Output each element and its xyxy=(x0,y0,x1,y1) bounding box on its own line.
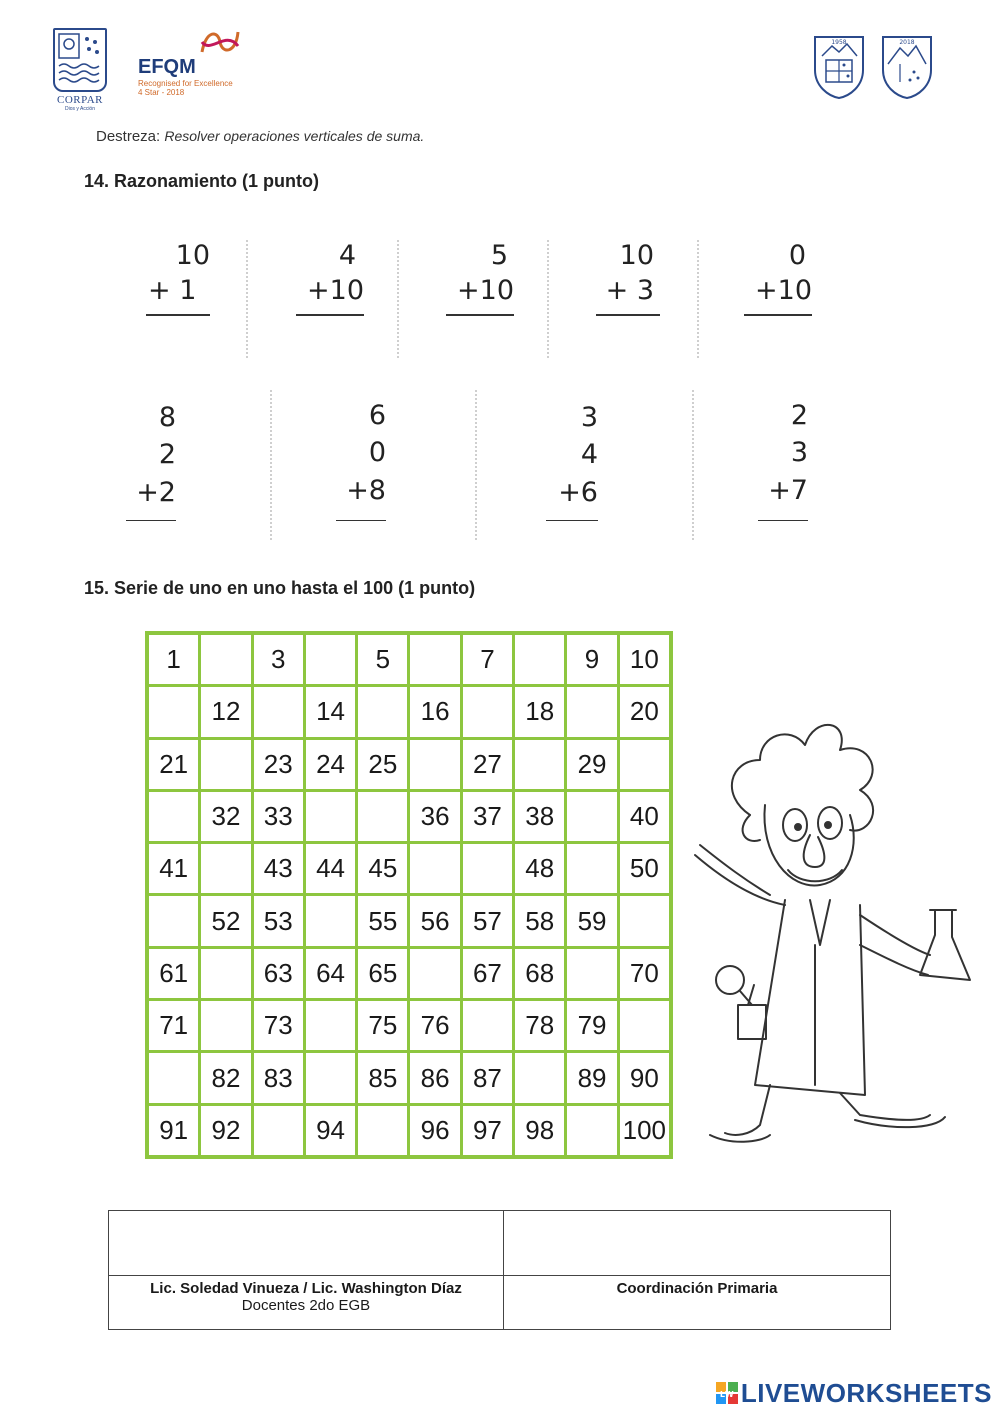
grid-cell-number: 96 xyxy=(409,1104,461,1157)
sum-top: 10 xyxy=(619,240,654,271)
sum-top: 4 xyxy=(338,240,356,271)
grid-cell-blank[interactable] xyxy=(409,947,461,999)
grid-cell-number: 85 xyxy=(357,1052,409,1104)
grid-cell-blank[interactable] xyxy=(461,1000,513,1052)
grid-cell-number: 43 xyxy=(252,843,304,895)
sum-line xyxy=(744,314,812,316)
grid-cell-number: 24 xyxy=(304,738,356,790)
grid-cell-number: 55 xyxy=(357,895,409,947)
grid-cell-number: 61 xyxy=(147,947,200,999)
grid-cell-number: 48 xyxy=(514,843,566,895)
corpar-motto: Dios y Acción xyxy=(64,106,95,112)
sum-problem xyxy=(126,402,176,527)
sum-problem xyxy=(336,400,386,525)
grid-cell-number: 7 xyxy=(461,633,513,686)
grid-cell-blank[interactable] xyxy=(147,1052,200,1104)
divider xyxy=(697,240,699,358)
question-15-title: 15. Serie de uno en uno hasta el 100 (1 punto) xyxy=(84,578,476,598)
grid-cell-number: 90 xyxy=(618,1052,671,1104)
grid-cell-number: 82 xyxy=(200,1052,252,1104)
efqm-logo xyxy=(138,28,258,97)
grid-cell-number: 78 xyxy=(514,1000,566,1052)
divider xyxy=(270,390,272,540)
grid-cell-number: 76 xyxy=(409,1000,461,1052)
shield-year-left: 1958 xyxy=(831,39,847,46)
grid-row xyxy=(147,947,671,999)
shield-icon xyxy=(812,34,866,100)
sum-c: +6 xyxy=(558,477,598,508)
grid-cell-number: 58 xyxy=(514,895,566,947)
efqm-star: 4 Star - 2018 xyxy=(138,88,185,97)
divider xyxy=(246,240,248,358)
grid-cell-number: 68 xyxy=(514,947,566,999)
sum-top: 0 xyxy=(788,240,806,271)
grid-row xyxy=(147,790,671,842)
sum-problem xyxy=(446,240,514,320)
grid-cell-blank[interactable] xyxy=(147,895,200,947)
grid-cell-number: 89 xyxy=(566,1052,618,1104)
sum-b: 3 xyxy=(790,437,808,468)
grid-cell-blank[interactable] xyxy=(147,686,200,738)
grid-cell-number: 33 xyxy=(252,790,304,842)
grid-row xyxy=(147,1000,671,1052)
sum-line xyxy=(758,520,808,521)
grid-cell-blank[interactable] xyxy=(304,633,356,686)
grid-cell-number: 14 xyxy=(304,686,356,738)
grid-cell-number: 25 xyxy=(357,738,409,790)
grid-cell-blank[interactable] xyxy=(200,1000,252,1052)
grid-cell-number: 79 xyxy=(566,1000,618,1052)
signature-table xyxy=(108,1210,891,1330)
sum-bottom: +10 xyxy=(755,275,812,306)
grid-cell-number: 38 xyxy=(514,790,566,842)
grid-cell-blank[interactable] xyxy=(357,790,409,842)
grid-cell-blank[interactable] xyxy=(409,633,461,686)
sum-line xyxy=(446,314,514,316)
efqm-name: EFQM xyxy=(138,56,196,78)
grid-row xyxy=(147,686,671,738)
sum-line xyxy=(126,520,176,521)
grid-cell-number: 44 xyxy=(304,843,356,895)
grid-cell-blank[interactable] xyxy=(514,633,566,686)
signature-box-teachers xyxy=(109,1211,504,1276)
grid-cell-blank[interactable] xyxy=(461,686,513,738)
grid-cell-number: 3 xyxy=(252,633,304,686)
sum-line xyxy=(146,314,210,316)
grid-cell-blank[interactable] xyxy=(566,686,618,738)
grid-cell-number: 45 xyxy=(357,843,409,895)
grid-cell-blank[interactable] xyxy=(200,633,252,686)
scientist-illustration xyxy=(690,705,980,1155)
grid-cell-number: 5 xyxy=(357,633,409,686)
grid-cell-number: 65 xyxy=(357,947,409,999)
grid-cell-number: 75 xyxy=(357,1000,409,1052)
divider xyxy=(475,390,477,540)
sum-line xyxy=(336,520,386,521)
grid-cell-number: 32 xyxy=(200,790,252,842)
sum-a: 2 xyxy=(790,400,808,431)
sum-problem xyxy=(546,402,598,527)
grid-cell-number: 52 xyxy=(200,895,252,947)
grid-cell-number: 37 xyxy=(461,790,513,842)
grid-row xyxy=(147,738,671,790)
grid-cell-number: 10 xyxy=(618,633,671,686)
divider xyxy=(397,240,399,358)
grid-cell-blank[interactable] xyxy=(566,843,618,895)
sum-problem xyxy=(596,240,660,320)
teachers-role: Docentes 2do EGB xyxy=(241,1297,371,1314)
efqm-recognition: Recognised for Excellence xyxy=(138,79,233,88)
liveworksheets-badge-icon xyxy=(716,1380,738,1402)
grid-cell-blank[interactable] xyxy=(304,790,356,842)
svg-text:LW: LW xyxy=(719,1390,735,1399)
corpar-logo xyxy=(50,28,110,112)
corpar-crest-icon xyxy=(53,28,107,92)
grid-cell-number: 40 xyxy=(618,790,671,842)
divider xyxy=(692,390,694,540)
question-14-title: 14. Razonamiento (1 punto) xyxy=(84,171,320,191)
grid-cell-blank[interactable] xyxy=(200,947,252,999)
sum-bottom: + 1 xyxy=(148,275,197,306)
school-shield-right xyxy=(880,34,934,100)
sum-c: +2 xyxy=(136,477,176,508)
liveworksheets-logo[interactable] xyxy=(716,1378,992,1409)
number-grid xyxy=(145,631,673,1159)
sum-c: +8 xyxy=(346,475,386,506)
divider xyxy=(547,240,549,358)
grid-cell-blank[interactable] xyxy=(618,738,671,790)
corpar-name: CORPAR xyxy=(56,94,103,106)
sum-line xyxy=(596,314,660,316)
grid-cell-blank[interactable] xyxy=(618,895,671,947)
grid-cell-blank[interactable] xyxy=(200,843,252,895)
efqm-ribbon-icon xyxy=(196,28,244,56)
sum-b: 2 xyxy=(158,439,176,470)
grid-cell-number: 36 xyxy=(409,790,461,842)
sum-bottom: + 3 xyxy=(605,275,654,306)
sum-bottom: +10 xyxy=(307,275,364,306)
sum-a: 3 xyxy=(580,402,598,433)
grid-cell-number: 92 xyxy=(200,1104,252,1157)
grid-cell-number: 83 xyxy=(252,1052,304,1104)
sum-line xyxy=(546,520,598,521)
sum-top: 10 xyxy=(175,240,210,271)
sum-problem xyxy=(744,240,812,320)
grid-cell-number: 70 xyxy=(618,947,671,999)
sum-a: 6 xyxy=(368,400,386,431)
grid-cell-blank[interactable] xyxy=(252,686,304,738)
grid-cell-number: 53 xyxy=(252,895,304,947)
sum-problem xyxy=(758,400,808,525)
skill-line xyxy=(96,128,424,145)
grid-cell-blank[interactable] xyxy=(147,790,200,842)
grid-cell-blank[interactable] xyxy=(514,738,566,790)
sum-b: 0 xyxy=(368,437,386,468)
grid-cell-blank[interactable] xyxy=(304,895,356,947)
sum-a: 8 xyxy=(158,402,176,433)
grid-cell-number: 12 xyxy=(200,686,252,738)
grid-cell-number: 21 xyxy=(147,738,200,790)
grid-cell-number: 86 xyxy=(409,1052,461,1104)
grid-cell-blank[interactable] xyxy=(304,1052,356,1104)
grid-cell-number: 18 xyxy=(514,686,566,738)
grid-cell-blank[interactable] xyxy=(618,1000,671,1052)
sum-b: 4 xyxy=(580,439,598,470)
coordination-label: Coordinación Primaria xyxy=(616,1280,778,1297)
grid-cell-blank[interactable] xyxy=(357,1104,409,1157)
teachers-cell xyxy=(109,1276,504,1330)
grid-cell-number: 67 xyxy=(461,947,513,999)
signature-box-coordination xyxy=(504,1211,891,1276)
grid-cell-number: 41 xyxy=(147,843,200,895)
grid-cell-blank[interactable] xyxy=(409,738,461,790)
school-shield-left xyxy=(812,34,866,100)
grid-cell-blank[interactable] xyxy=(200,738,252,790)
grid-cell-blank[interactable] xyxy=(409,843,461,895)
sum-bottom: +10 xyxy=(457,275,514,306)
sum-problem xyxy=(296,240,364,320)
grid-cell-number: 9 xyxy=(566,633,618,686)
sum-c: +7 xyxy=(768,475,808,506)
grid-cell-number: 87 xyxy=(461,1052,513,1104)
grid-cell-number: 16 xyxy=(409,686,461,738)
grid-cell-number: 63 xyxy=(252,947,304,999)
grid-cell-blank[interactable] xyxy=(252,1104,304,1157)
grid-cell-number: 23 xyxy=(252,738,304,790)
grid-cell-blank[interactable] xyxy=(514,1052,566,1104)
shield-icon xyxy=(880,34,934,100)
grid-row xyxy=(147,843,671,895)
grid-row xyxy=(147,1052,671,1104)
grid-row xyxy=(147,1104,671,1157)
grid-cell-number: 50 xyxy=(618,843,671,895)
grid-cell-number: 57 xyxy=(461,895,513,947)
grid-cell-blank[interactable] xyxy=(304,1000,356,1052)
grid-cell-blank[interactable] xyxy=(566,790,618,842)
grid-cell-number: 20 xyxy=(618,686,671,738)
grid-cell-blank[interactable] xyxy=(566,1104,618,1157)
grid-cell-number: 91 xyxy=(147,1104,200,1157)
grid-cell-number: 98 xyxy=(514,1104,566,1157)
grid-cell-number: 59 xyxy=(566,895,618,947)
sum-top: 5 xyxy=(490,240,508,271)
grid-cell-blank[interactable] xyxy=(461,843,513,895)
grid-cell-blank[interactable] xyxy=(357,686,409,738)
grid-row xyxy=(147,633,671,686)
liveworksheets-brand: LIVEWORKSHEETS xyxy=(740,1378,992,1408)
grid-cell-blank[interactable] xyxy=(566,947,618,999)
grid-row xyxy=(147,895,671,947)
grid-cell-number: 73 xyxy=(252,1000,304,1052)
sum-problem xyxy=(146,240,210,320)
grid-cell-number: 56 xyxy=(409,895,461,947)
grid-cell-number: 94 xyxy=(304,1104,356,1157)
grid-cell-number: 100 xyxy=(618,1104,671,1157)
grid-cell-number: 64 xyxy=(304,947,356,999)
grid-cell-number: 27 xyxy=(461,738,513,790)
skill-text: Resolver operaciones verticales de suma. xyxy=(164,128,425,144)
grid-cell-number: 71 xyxy=(147,1000,200,1052)
grid-cell-number: 29 xyxy=(566,738,618,790)
sum-line xyxy=(296,314,364,316)
skill-label: Destreza: xyxy=(96,128,161,145)
coordination-cell xyxy=(504,1276,891,1330)
grid-cell-number: 1 xyxy=(147,633,200,686)
grid-cell-number: 97 xyxy=(461,1104,513,1157)
shield-year-right: 2018 xyxy=(899,39,915,46)
teachers-names: Lic. Soledad Vinueza / Lic. Washington Díaz xyxy=(150,1280,462,1297)
